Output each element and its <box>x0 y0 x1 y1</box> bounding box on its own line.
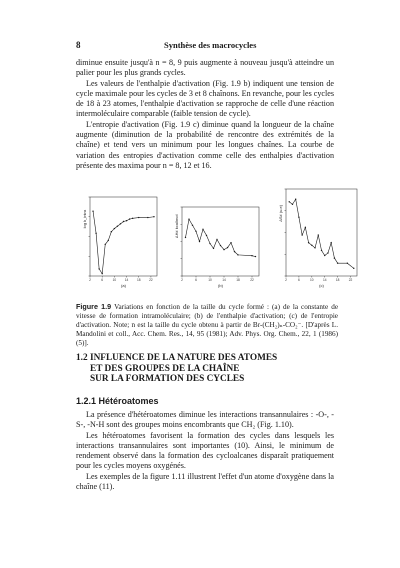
data-point <box>195 231 196 232</box>
data-point <box>298 216 299 217</box>
data-point <box>318 234 319 235</box>
x-tick-label: 10 <box>310 278 314 282</box>
data-point <box>92 211 93 212</box>
data-point <box>314 247 315 248</box>
x-tick-label: 2 <box>181 278 183 282</box>
data-point <box>321 250 322 251</box>
x-tick-label: 2 <box>285 278 287 282</box>
section-number: 1.2 <box>76 353 88 363</box>
data-point <box>311 245 312 246</box>
data-point <box>230 242 231 243</box>
chart-svg <box>172 204 262 288</box>
data-point <box>111 231 112 232</box>
section-heading <box>76 353 336 385</box>
section-title-line-1: INFLUENCE DE LA NATURE DES ATOMES <box>89 353 278 363</box>
panel-label: (a) <box>121 283 126 288</box>
x-tick-label: 14 <box>222 278 226 282</box>
data-point <box>105 244 106 245</box>
data-point <box>216 239 217 240</box>
y-axis-label: log k_intra <box>82 209 87 229</box>
subsection-title: Hétéroatomes <box>98 396 159 406</box>
x-tick-label: 10 <box>208 278 212 282</box>
x-tick-label: 2 <box>89 278 91 282</box>
panel-label: (c) <box>319 283 324 288</box>
data-point <box>289 201 290 202</box>
data-point <box>227 247 228 248</box>
y-axis-label: ΔS≠ (u.e) <box>278 204 283 222</box>
paragraph: L'entropie d'activation (Fig. 1.9 c) diminue quand la longueur de la chaîne augmente (diminution de la probabilité de rencontre des extrémités de la chaîne) et tend vers un minimum pour les longues chaînes. La courbe de variation des entropies d'activation comme celle des enthalpies d'activation présente des maxima pour n = 8, 12 et 16. <box>76 119 334 170</box>
plot-frame <box>90 197 157 276</box>
data-point <box>199 241 200 242</box>
data-point <box>209 243 210 244</box>
data-point <box>138 217 139 218</box>
figure-1-9 <box>80 186 370 296</box>
data-point <box>95 233 96 234</box>
subsection-heading <box>76 396 159 406</box>
section-title-line-3: SUR LA FORMATION DES CYCLES <box>90 374 245 385</box>
data-point <box>251 255 252 256</box>
series-line <box>289 199 354 268</box>
x-tick-label: 22 <box>250 278 254 282</box>
y-axis-label: ΔH≠ kcal/mol <box>174 214 179 239</box>
data-point <box>330 242 331 243</box>
series-line <box>93 211 154 273</box>
data-point <box>301 234 302 235</box>
chart-panel-b <box>172 204 262 288</box>
section-heading-line <box>76 353 336 364</box>
data-point <box>295 199 296 200</box>
data-point <box>108 240 109 241</box>
data-point <box>337 263 338 264</box>
paragraph: Les exemples de la figure 1.11 illustrent l'effet d'un atome d'oxygène dans la chaîne (11). <box>76 471 334 492</box>
chart-panel-a <box>80 194 160 288</box>
running-head <box>76 40 334 52</box>
series-line <box>186 219 256 256</box>
data-point <box>188 218 189 219</box>
data-point <box>308 242 309 243</box>
data-point <box>353 268 354 269</box>
data-point <box>324 255 325 256</box>
figure-caption <box>76 302 338 348</box>
x-tick-label: 18 <box>136 278 141 282</box>
data-point <box>192 225 193 226</box>
data-point <box>213 248 214 249</box>
x-tick-label: 6 <box>298 278 300 282</box>
x-tick-label: 6 <box>195 278 197 282</box>
data-point <box>305 227 306 228</box>
section-text <box>76 410 334 492</box>
chart-svg <box>276 186 360 288</box>
x-tick-label: 22 <box>149 278 153 282</box>
paragraph: La présence d'hétéroatomes diminue les interactions transannulaires : -O-, -S-, -N-H sont des groupes moins encombrants que CH₂ (Fig. 1.10). <box>76 410 334 430</box>
x-tick-label: 10 <box>112 278 117 282</box>
page-number: 8 <box>76 40 81 50</box>
chart-panel-c <box>276 186 360 288</box>
data-point <box>147 217 148 218</box>
data-point <box>117 226 118 227</box>
data-point <box>347 263 348 264</box>
data-point <box>202 229 203 230</box>
x-tick-label: 14 <box>322 278 327 282</box>
data-point <box>114 228 115 229</box>
data-point <box>153 216 154 217</box>
intro-text <box>76 58 334 171</box>
x-tick-label: 18 <box>335 278 340 282</box>
caption-label: Figure 1.9 <box>76 302 112 311</box>
data-point <box>101 273 102 274</box>
data-point <box>126 220 127 221</box>
panel-label: (b) <box>218 283 223 288</box>
paragraph: Les hétéroatomes favorisent la formation des cycles dans lesquels les interactions transannulaires sont importantes (10). Ainsi, le minimum de rendement observé dans la formation des cycloalcanes disparaît pratiquement pour les cycles moyens oxygénés. <box>76 430 334 471</box>
data-point <box>223 249 224 250</box>
data-point <box>129 218 130 219</box>
data-point <box>123 221 124 222</box>
paragraph: Les valeurs de l'enthalpie d'activation (Fig. 1.9 b) indiquent une tension de cycle maximale pour les cycles de 3 et 8 chaînons. En revanche, pour les cycles de 18 à 23 atomes, l'enthalpie d'activation se rapproche de celle d'une réaction intermoléculaire comparable (faible tension de cycle). <box>76 78 335 119</box>
x-tick-label: 14 <box>124 278 129 282</box>
data-point <box>206 235 207 236</box>
data-point <box>334 257 335 258</box>
running-title: Synthèse des macrocycles <box>164 40 257 50</box>
data-point <box>255 256 256 257</box>
data-point <box>132 218 133 219</box>
data-point <box>292 204 293 205</box>
plot-frame <box>182 207 259 276</box>
data-point <box>327 252 328 253</box>
data-point <box>237 254 238 255</box>
data-point <box>120 223 121 224</box>
x-tick-label: 22 <box>348 278 353 282</box>
caption-text: Variations en fonction de la taille du cycle formé : (a) de la constante de vitesse de formation intramoléculaire; (b) de l'enthalpie d'activation; (c) de l'entropie d'activation. Note; n est la taille du cycle obtenu à partir de Br-(CH₂)ₙ-CO₂⁻. [D'après L. Mandolini et coll., Acc. Chem. Res., 14, 95 (1981); Adv. Phys. Org. Chem., 22, 1 (1986) (5)]. <box>76 303 339 347</box>
paragraph: diminue ensuite jusqu'à n = 8, 9 puis augmente à nouveau jusqu'à atteindre un palier pour les plus grands cycles. <box>76 58 334 78</box>
data-point <box>220 245 221 246</box>
section-title-line-2: ET DES GROUPES DE LA CHAÎNE <box>90 363 240 374</box>
data-point <box>185 237 186 238</box>
data-point <box>98 268 99 269</box>
subsection-number: 1.2.1 <box>76 396 97 406</box>
chart-svg <box>80 194 160 288</box>
data-point <box>234 251 235 252</box>
x-tick-label: 18 <box>236 278 240 282</box>
x-tick-label: 6 <box>101 278 104 282</box>
